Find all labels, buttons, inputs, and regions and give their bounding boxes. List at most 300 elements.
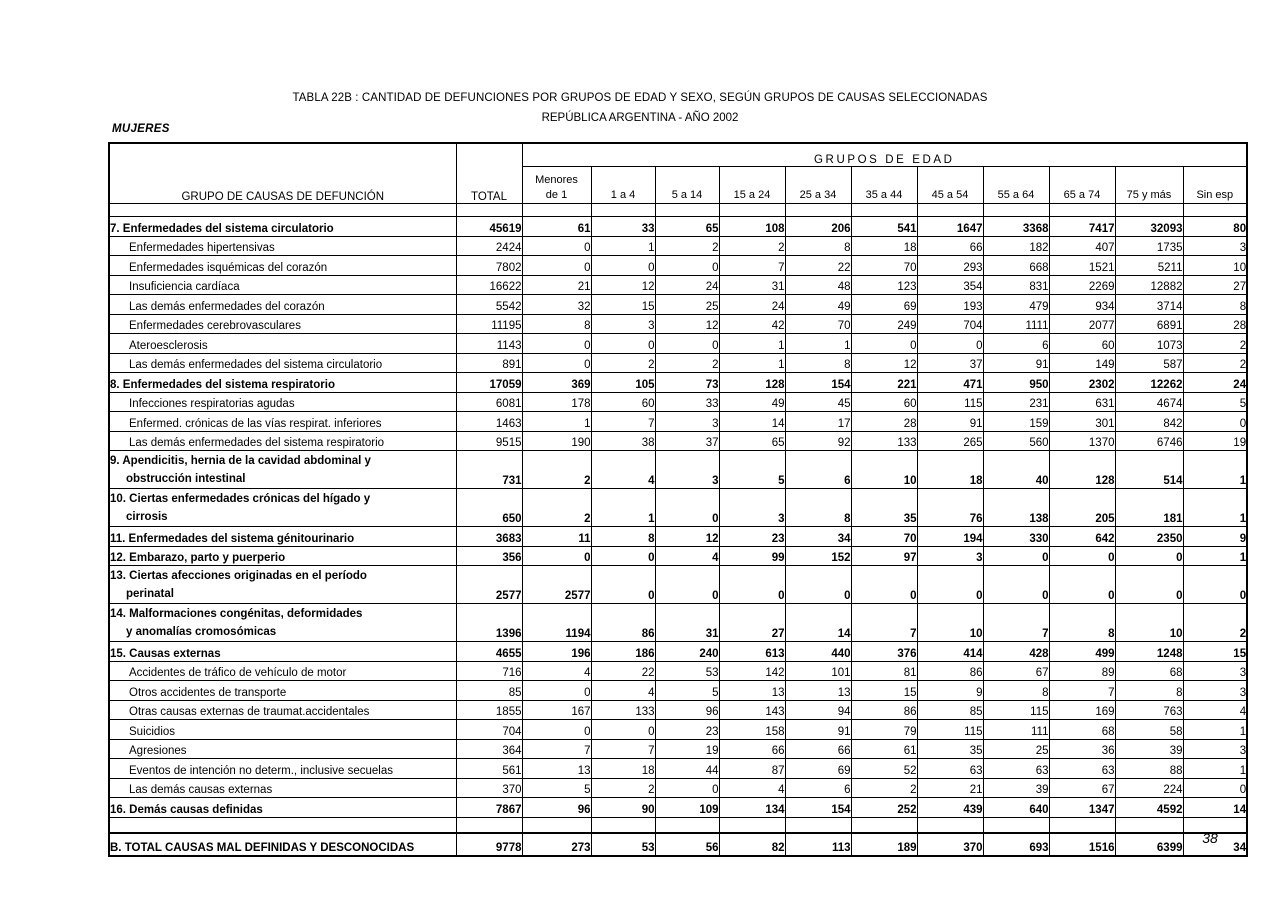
row-cause-label [109, 489, 456, 527]
row-age-value-7: 25 [983, 739, 1049, 759]
row-age-value-7: 1111 [983, 314, 1049, 334]
header-age-label-line2: de 1 [545, 189, 568, 201]
row-age-value-5: 70 [851, 527, 917, 547]
row-age-value-0: 13 [522, 759, 591, 779]
row-age-value-5: 376 [851, 642, 917, 662]
row-age-value-10: 1 [1183, 759, 1247, 779]
table-row [109, 256, 1247, 276]
row-age-value-5: 221 [851, 373, 917, 393]
header-age-column-1 [591, 167, 655, 204]
row-age-value-5: 541 [851, 217, 917, 237]
row-age-value-3: 42 [719, 314, 785, 334]
row-age-value-5: 249 [851, 314, 917, 334]
page-title: TABLA 22B : CANTIDAD DE DEFUNCIONES POR GRUPOS DE EDAD Y SEXO, SEGÚN GRUPOS DE CAUSAS SELECCIONADAS [292, 92, 988, 104]
row-age-value-2: 44 [655, 759, 719, 779]
table-row [109, 275, 1247, 295]
row-age-value-0: 11 [522, 527, 591, 547]
row-age-value-5: 0 [851, 566, 917, 604]
row-age-value-10: 5 [1183, 392, 1247, 412]
row-age-value-8 [1049, 817, 1115, 833]
row-age-value-8: 1370 [1049, 431, 1115, 451]
row-age-value-0: 7 [522, 739, 591, 759]
row-age-value-1: 60 [591, 392, 655, 412]
row-age-value-9: 32093 [1115, 217, 1183, 237]
row-age-value-9: 12262 [1115, 373, 1183, 393]
row-age-value-8: 1347 [1049, 798, 1115, 818]
table-row [109, 798, 1247, 818]
row-age-value-9: 2350 [1115, 527, 1183, 547]
row-age-value-9: 763 [1115, 700, 1183, 720]
row-age-value-5: 70 [851, 256, 917, 276]
row-age-value-0: 8 [522, 314, 591, 334]
row-age-value-4: 17 [785, 412, 851, 432]
row-age-value-9: 587 [1115, 353, 1183, 373]
row-age-value-7: 40 [983, 451, 1049, 489]
row-cause-label-line2: perinatal [126, 588, 174, 600]
row-age-value-1: 33 [591, 217, 655, 237]
row-age-value-5: 97 [851, 546, 917, 566]
row-age-value-2: 109 [655, 798, 719, 818]
table-row [109, 334, 1247, 354]
row-age-value-2: 33 [655, 392, 719, 412]
row-age-value-2: 0 [655, 566, 719, 604]
row-age-value-2: 0 [655, 489, 719, 527]
row-age-value-10: 0 [1183, 566, 1247, 604]
table-row [109, 314, 1247, 334]
row-age-value-0: 369 [522, 373, 591, 393]
row-age-value-8: 7 [1049, 681, 1115, 701]
spacer-cell [591, 204, 655, 217]
row-age-value-7: 428 [983, 642, 1049, 662]
row-age-value-4: 45 [785, 392, 851, 412]
row-age-value-4: 94 [785, 700, 851, 720]
row-age-value-0: 0 [522, 236, 591, 256]
row-age-value-1: 2 [591, 353, 655, 373]
row-age-value-5: 52 [851, 759, 917, 779]
row-age-value-4: 70 [785, 314, 851, 334]
row-age-value-1: 15 [591, 295, 655, 315]
row-cause-label: Las demás causas externas [109, 778, 456, 798]
row-age-value-0: 4 [522, 661, 591, 681]
row-age-value-4: 0 [785, 566, 851, 604]
row-total-value: 370 [456, 778, 522, 798]
row-total-value: 2424 [456, 236, 522, 256]
table-row [109, 489, 1247, 527]
row-age-value-3: 134 [719, 798, 785, 818]
table-row [109, 700, 1247, 720]
row-age-value-9 [1115, 817, 1183, 833]
row-age-value-8: 89 [1049, 661, 1115, 681]
table-body [109, 204, 1247, 856]
row-age-value-9: 5211 [1115, 256, 1183, 276]
row-age-value-10: 10 [1183, 256, 1247, 276]
header-age-label: Menores [535, 174, 578, 186]
header-total-column: TOTAL [456, 143, 522, 204]
table-row [109, 739, 1247, 759]
row-age-value-5: 7 [851, 604, 917, 642]
row-age-value-9: 4592 [1115, 798, 1183, 818]
row-age-value-8: 631 [1049, 392, 1115, 412]
row-cause-label: Las demás enfermedades del sistema respiratorio [109, 431, 456, 451]
row-cause-label [109, 566, 456, 604]
row-age-value-3: 108 [719, 217, 785, 237]
row-age-value-2: 96 [655, 700, 719, 720]
row-age-value-10: 1 [1183, 489, 1247, 527]
row-age-value-2: 12 [655, 527, 719, 547]
header-age-column-10 [1183, 167, 1247, 204]
row-total-value: 1143 [456, 334, 522, 354]
row-age-value-5: 252 [851, 798, 917, 818]
row-age-value-5: 79 [851, 720, 917, 740]
row-total-value: 11195 [456, 314, 522, 334]
row-age-value-9: 4674 [1115, 392, 1183, 412]
row-age-value-2: 5 [655, 681, 719, 701]
row-age-value-7: 831 [983, 275, 1049, 295]
row-age-value-7: 159 [983, 412, 1049, 432]
table-spacer-row [109, 817, 1247, 833]
row-age-value-7: 111 [983, 720, 1049, 740]
row-age-value-9: 39 [1115, 739, 1183, 759]
table-row [109, 566, 1247, 604]
spacer-cell [1049, 204, 1115, 217]
row-age-value-5: 133 [851, 431, 917, 451]
row-age-value-3: 31 [719, 275, 785, 295]
row-age-value-8: 205 [1049, 489, 1115, 527]
row-age-value-0: 2577 [522, 566, 591, 604]
row-cause-label: Infecciones respiratorias agudas [109, 392, 456, 412]
row-age-value-3: 13 [719, 681, 785, 701]
row-age-value-9: 224 [1115, 778, 1183, 798]
header-age-column-3 [719, 167, 785, 204]
row-age-value-1: 4 [591, 681, 655, 701]
row-age-value-9: 181 [1115, 489, 1183, 527]
row-age-value-3: 82 [719, 833, 785, 856]
row-age-value-10: 2 [1183, 353, 1247, 373]
row-age-value-5: 123 [851, 275, 917, 295]
table-row [109, 392, 1247, 412]
table-row [109, 295, 1247, 315]
row-total-value: 561 [456, 759, 522, 779]
table-row [109, 681, 1247, 701]
row-age-value-8: 2077 [1049, 314, 1115, 334]
row-total-value: 5542 [456, 295, 522, 315]
row-age-value-1: 133 [591, 700, 655, 720]
table-spacer-row [109, 204, 1247, 217]
row-age-value-3: 49 [719, 392, 785, 412]
row-age-value-1: 22 [591, 661, 655, 681]
row-total-value: 85 [456, 681, 522, 701]
row-age-value-9: 514 [1115, 451, 1183, 489]
row-age-value-0: 2 [522, 489, 591, 527]
row-age-value-5: 12 [851, 353, 917, 373]
row-age-value-2: 25 [655, 295, 719, 315]
row-age-value-6: 0 [917, 566, 983, 604]
row-age-value-4: 206 [785, 217, 851, 237]
row-age-value-6: 0 [917, 334, 983, 354]
row-total-value: 17059 [456, 373, 522, 393]
row-age-value-3: 27 [719, 604, 785, 642]
row-age-value-7: 8 [983, 681, 1049, 701]
row-cause-label: Enfermed. crónicas de las vías respirat. inferiores [109, 412, 456, 432]
row-age-value-6: 21 [917, 778, 983, 798]
row-age-value-7: 668 [983, 256, 1049, 276]
row-age-value-3: 158 [719, 720, 785, 740]
row-age-value-6: 10 [917, 604, 983, 642]
row-age-value-2: 19 [655, 739, 719, 759]
row-age-value-4: 22 [785, 256, 851, 276]
table-row [109, 236, 1247, 256]
row-age-value-6: 91 [917, 412, 983, 432]
row-age-value-7: 7 [983, 604, 1049, 642]
row-age-value-1: 7 [591, 739, 655, 759]
table-row [109, 759, 1247, 779]
row-age-value-10: 3 [1183, 661, 1247, 681]
spacer-cell [983, 204, 1049, 217]
row-age-value-7: 950 [983, 373, 1049, 393]
row-age-value-1: 0 [591, 546, 655, 566]
row-age-value-3: 4 [719, 778, 785, 798]
row-age-value-7: 231 [983, 392, 1049, 412]
row-cause-label: 16. Demás causas definidas [109, 798, 456, 818]
row-age-value-4 [785, 817, 851, 833]
row-age-value-10: 1 [1183, 546, 1247, 566]
row-age-value-0: 0 [522, 334, 591, 354]
row-age-value-5: 28 [851, 412, 917, 432]
row-cause-label: Suicidios [109, 720, 456, 740]
row-age-value-6: 1647 [917, 217, 983, 237]
row-age-value-3: 24 [719, 295, 785, 315]
row-age-value-2: 53 [655, 661, 719, 681]
row-age-value-8: 68 [1049, 720, 1115, 740]
row-cause-label-line2: cirrosis [126, 511, 168, 523]
row-age-value-3: 0 [719, 566, 785, 604]
spacer-cell [456, 204, 522, 217]
header-age-column-7 [983, 167, 1049, 204]
header-age-column-4 [785, 167, 851, 204]
row-age-value-0: 178 [522, 392, 591, 412]
row-total-value: 731 [456, 451, 522, 489]
row-total-value: 650 [456, 489, 522, 527]
row-age-value-10: 0 [1183, 778, 1247, 798]
row-age-value-0: 1194 [522, 604, 591, 642]
row-age-value-4: 101 [785, 661, 851, 681]
row-age-value-8: 7417 [1049, 217, 1115, 237]
row-age-value-9: 6746 [1115, 431, 1183, 451]
row-age-value-1: 0 [591, 256, 655, 276]
row-age-value-3: 87 [719, 759, 785, 779]
row-age-value-6: 3 [917, 546, 983, 566]
row-age-value-8: 149 [1049, 353, 1115, 373]
row-age-value-0: 0 [522, 546, 591, 566]
row-age-value-9: 8 [1115, 681, 1183, 701]
page-number: 38 [1202, 830, 1218, 846]
row-age-value-1: 7 [591, 412, 655, 432]
header-age-column-0 [522, 167, 591, 204]
header-age-label: 55 a 64 [997, 189, 1035, 201]
row-cause-label: 8. Enfermedades del sistema respiratorio [109, 373, 456, 393]
row-age-value-0: 273 [522, 833, 591, 856]
row-age-value-5: 10 [851, 451, 917, 489]
row-age-value-4: 69 [785, 759, 851, 779]
row-age-value-6: 66 [917, 236, 983, 256]
row-age-value-2: 3 [655, 412, 719, 432]
row-total-value: 716 [456, 661, 522, 681]
row-age-value-0: 0 [522, 353, 591, 373]
table-row [109, 720, 1247, 740]
row-age-value-1: 186 [591, 642, 655, 662]
row-age-value-1: 12 [591, 275, 655, 295]
row-age-value-10: 3 [1183, 236, 1247, 256]
table-row [109, 527, 1247, 547]
row-cause-label: Otras causas externas de traumat.accidentales [109, 700, 456, 720]
row-cause-label [109, 817, 456, 833]
row-total-value: 1463 [456, 412, 522, 432]
row-age-value-3: 3 [719, 489, 785, 527]
row-age-value-0: 5 [522, 778, 591, 798]
row-age-value-0 [522, 817, 591, 833]
row-age-value-4: 154 [785, 798, 851, 818]
row-total-value: 1855 [456, 700, 522, 720]
row-age-value-3: 5 [719, 451, 785, 489]
row-age-value-2: 2 [655, 353, 719, 373]
row-age-value-5: 0 [851, 334, 917, 354]
table-row [109, 778, 1247, 798]
row-age-value-8: 642 [1049, 527, 1115, 547]
spacer-cell [109, 204, 456, 217]
header-cause-column: GRUPO DE CAUSAS DE DEFUNCIÓN [109, 143, 456, 204]
header-age-column-8 [1049, 167, 1115, 204]
table-row [109, 604, 1247, 642]
row-age-value-10: 3 [1183, 681, 1247, 701]
row-age-value-8: 301 [1049, 412, 1115, 432]
row-age-value-1: 8 [591, 527, 655, 547]
row-age-value-9: 68 [1115, 661, 1183, 681]
row-age-value-7 [983, 817, 1049, 833]
row-age-value-2: 0 [655, 256, 719, 276]
row-age-value-9: 0 [1115, 566, 1183, 604]
row-age-value-4: 113 [785, 833, 851, 856]
row-cause-label: 7. Enfermedades del sistema circulatorio [109, 217, 456, 237]
row-age-value-9: 1073 [1115, 334, 1183, 354]
row-age-value-7: 6 [983, 334, 1049, 354]
table-row [109, 373, 1247, 393]
row-age-value-3: 1 [719, 334, 785, 354]
row-age-value-8: 67 [1049, 778, 1115, 798]
row-age-value-10: 24 [1183, 373, 1247, 393]
row-age-value-3: 99 [719, 546, 785, 566]
row-age-value-0: 0 [522, 720, 591, 740]
row-age-value-9: 1735 [1115, 236, 1183, 256]
table-row [109, 451, 1247, 489]
row-age-value-4: 13 [785, 681, 851, 701]
row-age-value-0: 21 [522, 275, 591, 295]
row-age-value-7: 138 [983, 489, 1049, 527]
row-age-value-8: 934 [1049, 295, 1115, 315]
row-total-value: 891 [456, 353, 522, 373]
row-cause-label: Insuficiencia cardíaca [109, 275, 456, 295]
row-age-value-8: 36 [1049, 739, 1115, 759]
row-age-value-6: 18 [917, 451, 983, 489]
row-age-value-9: 0 [1115, 546, 1183, 566]
row-age-value-6: 193 [917, 295, 983, 315]
row-age-value-2 [655, 817, 719, 833]
row-age-value-0: 2 [522, 451, 591, 489]
row-age-value-2: 0 [655, 778, 719, 798]
row-age-value-4: 91 [785, 720, 851, 740]
row-age-value-4: 6 [785, 451, 851, 489]
row-age-value-2: 37 [655, 431, 719, 451]
row-age-value-9: 88 [1115, 759, 1183, 779]
header-age-column-9 [1115, 167, 1183, 204]
row-age-value-10: 1 [1183, 720, 1247, 740]
row-age-value-10: 2 [1183, 604, 1247, 642]
row-total-value: 6081 [456, 392, 522, 412]
row-age-value-4: 8 [785, 353, 851, 373]
row-age-value-1: 0 [591, 566, 655, 604]
row-total-value: 7867 [456, 798, 522, 818]
row-age-value-5: 69 [851, 295, 917, 315]
row-total-value [456, 817, 522, 833]
row-total-value: 45619 [456, 217, 522, 237]
row-age-value-5 [851, 817, 917, 833]
header-row-top [109, 143, 1247, 167]
row-age-value-9: 6399 [1115, 833, 1183, 856]
row-age-value-4: 1 [785, 334, 851, 354]
table-row [109, 431, 1247, 451]
row-age-value-10: 9 [1183, 527, 1247, 547]
row-age-value-10: 4 [1183, 700, 1247, 720]
spacer-cell [785, 204, 851, 217]
row-total-value: 2577 [456, 566, 522, 604]
row-age-value-7: 330 [983, 527, 1049, 547]
row-age-value-3: 65 [719, 431, 785, 451]
row-total-value: 4655 [456, 642, 522, 662]
row-cause-label-line1: 13. Ciertas afecciones originadas en el período [110, 570, 367, 582]
row-age-value-1: 1 [591, 489, 655, 527]
row-cause-label: Eventos de intención no determ., inclusive secuelas [109, 759, 456, 779]
row-age-value-4: 8 [785, 489, 851, 527]
row-age-value-1: 53 [591, 833, 655, 856]
row-age-value-4: 6 [785, 778, 851, 798]
row-age-value-6: 35 [917, 739, 983, 759]
row-age-value-7: 3368 [983, 217, 1049, 237]
row-age-value-6: 86 [917, 661, 983, 681]
table-row [109, 642, 1247, 662]
row-age-value-8: 2302 [1049, 373, 1115, 393]
row-cause-label: Enfermedades isquémicas del corazón [109, 256, 456, 276]
row-age-value-10: 27 [1183, 275, 1247, 295]
row-total-value: 356 [456, 546, 522, 566]
row-age-value-2: 4 [655, 546, 719, 566]
row-age-value-10: 8 [1183, 295, 1247, 315]
row-age-value-2: 31 [655, 604, 719, 642]
table-row [109, 833, 1247, 856]
row-age-value-5: 86 [851, 700, 917, 720]
row-age-value-7: 67 [983, 661, 1049, 681]
row-age-value-3: 23 [719, 527, 785, 547]
row-age-value-7: 91 [983, 353, 1049, 373]
row-age-value-4: 49 [785, 295, 851, 315]
row-age-value-1: 4 [591, 451, 655, 489]
title-block [0, 88, 1280, 128]
header-age-label: 5 a 14 [671, 189, 703, 201]
row-age-value-1 [591, 817, 655, 833]
row-total-value: 16622 [456, 275, 522, 295]
row-age-value-0: 32 [522, 295, 591, 315]
row-age-value-10: 3 [1183, 739, 1247, 759]
row-age-value-0: 196 [522, 642, 591, 662]
table-row [109, 661, 1247, 681]
